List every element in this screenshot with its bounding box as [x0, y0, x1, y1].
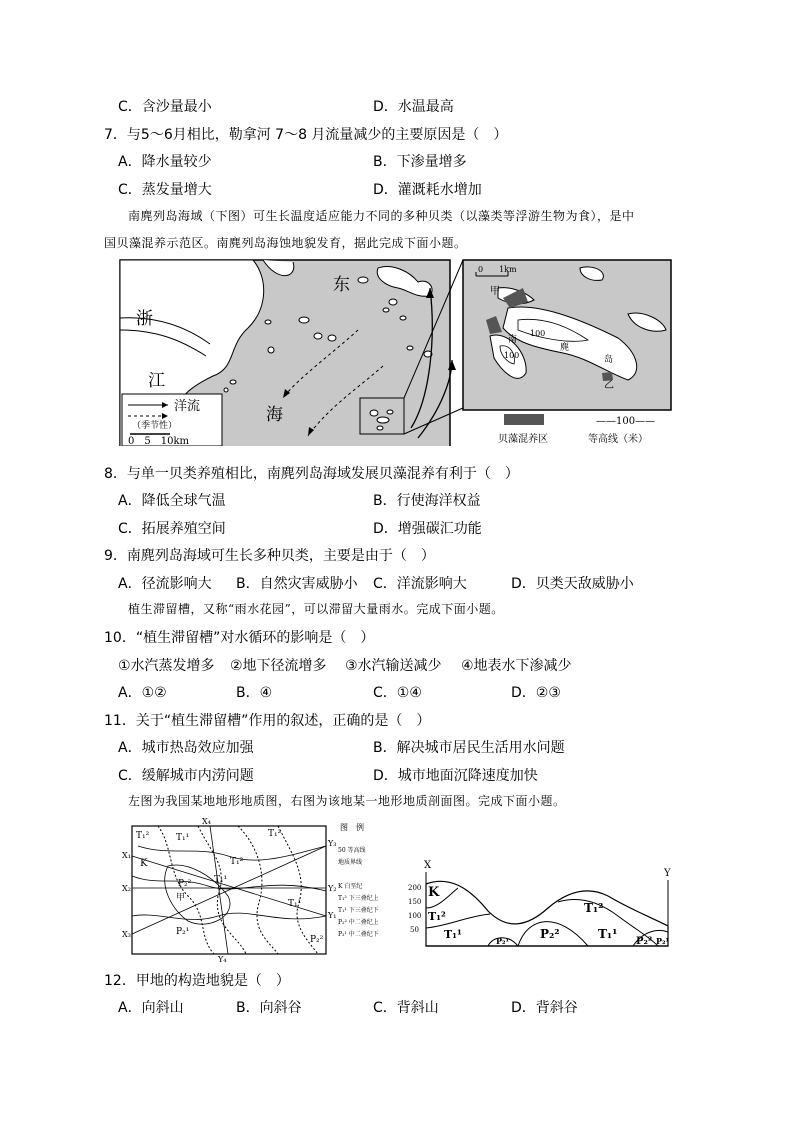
profile-tick-100: 100 [408, 912, 422, 920]
geo-legend-4: T₁² 下三叠纪上 [338, 895, 379, 902]
geo-label-y1: Y₁ [328, 911, 337, 920]
legend-scale: 0 5 10km [128, 436, 189, 446]
q7-option-b: B．下渗量增多 [373, 154, 467, 170]
q10-option-b: B．④ [236, 685, 273, 701]
profile-unit-9: P₂¹ [656, 936, 670, 946]
q12-option-c: C．背斜山 [373, 1000, 439, 1016]
geo-legend-1: 50 等高线 [338, 847, 366, 854]
q9-option-d: D．贝类天敌威胁小 [511, 576, 634, 592]
geo-label-x3: X₃ [122, 930, 131, 939]
profile-unit-6: T₁² [584, 901, 604, 915]
profile-tick-150: 150 [408, 898, 422, 906]
geo-legend-2: 地质界线 [338, 859, 363, 866]
geo-unit-10: T₁¹ [288, 899, 302, 909]
q10-option-d: D．②③ [511, 685, 561, 701]
inset-scale-label: 0 1km [478, 265, 517, 274]
profile-unit-2: T₁² [428, 910, 446, 923]
q9-option-c: C．洋流影响大 [373, 576, 467, 592]
q10-item-1: ①水汽蒸发增多 [118, 658, 215, 674]
geo-label-x2: X₂ [122, 884, 131, 893]
geo-label-x1: X₁ [122, 851, 131, 860]
legend-farm-swatch [504, 414, 544, 425]
geo-legend-3: K 白垩纪 [338, 883, 363, 890]
q11-option-b: B．解决城市居民生活用水问题 [373, 740, 565, 756]
q11-stem: 11．关于“植生滞留槽”作用的叙述，正确的是（ ） [104, 713, 431, 729]
geo-unit-7: P₂¹ [176, 927, 190, 937]
q7-option-d: D．灌溉耗水增加 [373, 182, 482, 198]
island-char-3: 岛 [604, 355, 614, 365]
profile-unit-5: P₂² [540, 927, 560, 941]
geo-unit-3: K [140, 858, 148, 869]
q9-option-a: A．径流影响大 [118, 576, 212, 592]
q11-option-d: D．城市地面沉降速度加快 [373, 768, 538, 784]
geology-figure [118, 816, 684, 964]
geo-legend-6: P₂² 中二叠纪上 [338, 919, 379, 926]
label-dong: 东 [333, 275, 350, 295]
profile-label-x: X [424, 860, 432, 871]
q6-option-d: D．水温最高 [373, 99, 454, 115]
intro-nanji-line1: 南麂列岛海域（下图）可生长温度适应能力不同的多种贝类（以藻类等浮游生物为食），是中 [128, 209, 635, 223]
q12-option-a: A．向斜山 [118, 1000, 184, 1016]
island-char-1: 南 [508, 335, 518, 345]
q12-stem: 12．甲地的构造地貌是（ ） [104, 973, 290, 989]
nanji-map-figure [118, 258, 674, 446]
intro-geology: 左图为我国某地地形地质图，右图为该地某一地形地质剖面图。完成下面小题。 [128, 794, 566, 808]
label-jiang: 江 [148, 371, 165, 391]
profile-tick-200: 200 [408, 884, 422, 892]
q10-item-4: ④地表水下渗减少 [461, 658, 572, 674]
q8-stem: 8．与单一贝类养殖相比，南麂列岛海域发展贝藻混养有利于（ ） [104, 466, 519, 482]
profile-unit-k: K [428, 885, 440, 900]
q7-option-a: A．降水量较少 [118, 154, 212, 170]
q10-option-c: C．①④ [373, 685, 422, 701]
q10-option-a: A．①② [118, 685, 167, 701]
legend-seasonal-label: （季节性） [132, 421, 178, 431]
q8-option-b: B．行使海洋权益 [373, 493, 481, 509]
geo-unit-5: T₁¹ [214, 875, 228, 885]
geo-unit-4: T₁² [230, 857, 244, 867]
geo-label-y2: Y₂ [328, 884, 337, 893]
q12-option-b: B．向斜谷 [236, 1000, 302, 1016]
geo-unit-8: P₂² [310, 935, 324, 945]
island-char-2: 麂 [560, 343, 570, 353]
q8-option-d: D．增强碳汇功能 [373, 521, 482, 537]
q7-option-c: C．蒸发量增大 [118, 182, 212, 198]
q9-option-b: B．自然灾害威胁小 [236, 576, 358, 592]
profile-label-y: Y [664, 868, 671, 879]
geo-legend-5: T₁¹ 下三叠纪下 [338, 907, 379, 914]
q11-option-c: C．缓解城市内涝问题 [118, 768, 254, 784]
legend-contour-line: ——100—— [596, 416, 656, 427]
q11-option-a: A．城市热岛效应加强 [118, 740, 254, 756]
profile-unit-8: P₂² [636, 936, 653, 947]
geo-unit-6: P₂² [178, 879, 192, 889]
legend-current-label: 洋流 [174, 399, 201, 414]
profile-tick-50: 50 [410, 926, 419, 934]
profile-unit-7: T₁¹ [598, 927, 618, 941]
geo-unit-jia: 甲 [176, 893, 186, 903]
label-yi: 乙 [604, 380, 614, 391]
contour-label-1: 100 [530, 329, 546, 338]
q9-stem: 9．南麂列岛海域可生长多种贝类，主要是由于（ ） [104, 548, 435, 564]
profile-unit-3: T₁¹ [444, 928, 462, 941]
geo-legend-7: P₂¹ 中二叠纪下 [338, 931, 379, 938]
q7-stem: 7．与5～6月相比，勒拿河 7～8 月流量减少的主要原因是（ ） [104, 127, 508, 143]
geo-label-y3: Y₃ [328, 839, 337, 848]
q8-option-a: A．降低全球气温 [118, 493, 226, 509]
legend-farm-label: 贝藻混养区 [498, 434, 548, 445]
q10-item-2: ②地下径流增多 [230, 658, 327, 674]
label-jia: 甲 [490, 286, 500, 297]
geo-label-x4: X₄ [202, 817, 211, 826]
geo-unit-1: T₁² [136, 831, 150, 841]
contour-label-2: 100 [504, 351, 520, 360]
profile-unit-4: P₂¹ [496, 936, 510, 946]
label-zhe: 浙 [136, 309, 153, 329]
geo-legend-title: 图 例 [340, 823, 364, 832]
label-hai: 海 [266, 405, 283, 425]
intro-bioretention: 植生滞留槽，又称“雨水花园”，可以滞留大量雨水。完成下面小题。 [128, 602, 504, 616]
q6-option-c: C．含沙量最小 [118, 99, 212, 115]
geo-unit-2: T₁¹ [176, 833, 190, 843]
q12-option-d: D．背斜谷 [511, 1000, 578, 1016]
geo-unit-9: T₁² [268, 829, 282, 839]
intro-nanji-line2: 国贝藻混养示范区。南麂列岛海蚀地貌发育，据此完成下面小题。 [104, 236, 467, 250]
q8-option-c: C．拓展养殖空间 [118, 521, 226, 537]
q10-item-3: ③水汽输送减少 [345, 658, 442, 674]
geo-label-y4: Y₄ [218, 955, 227, 964]
legend-contour-label: 等高线（米） [588, 434, 648, 445]
q10-stem: 10．“植生滞留槽”对水循环的影响是（ ） [104, 630, 375, 646]
